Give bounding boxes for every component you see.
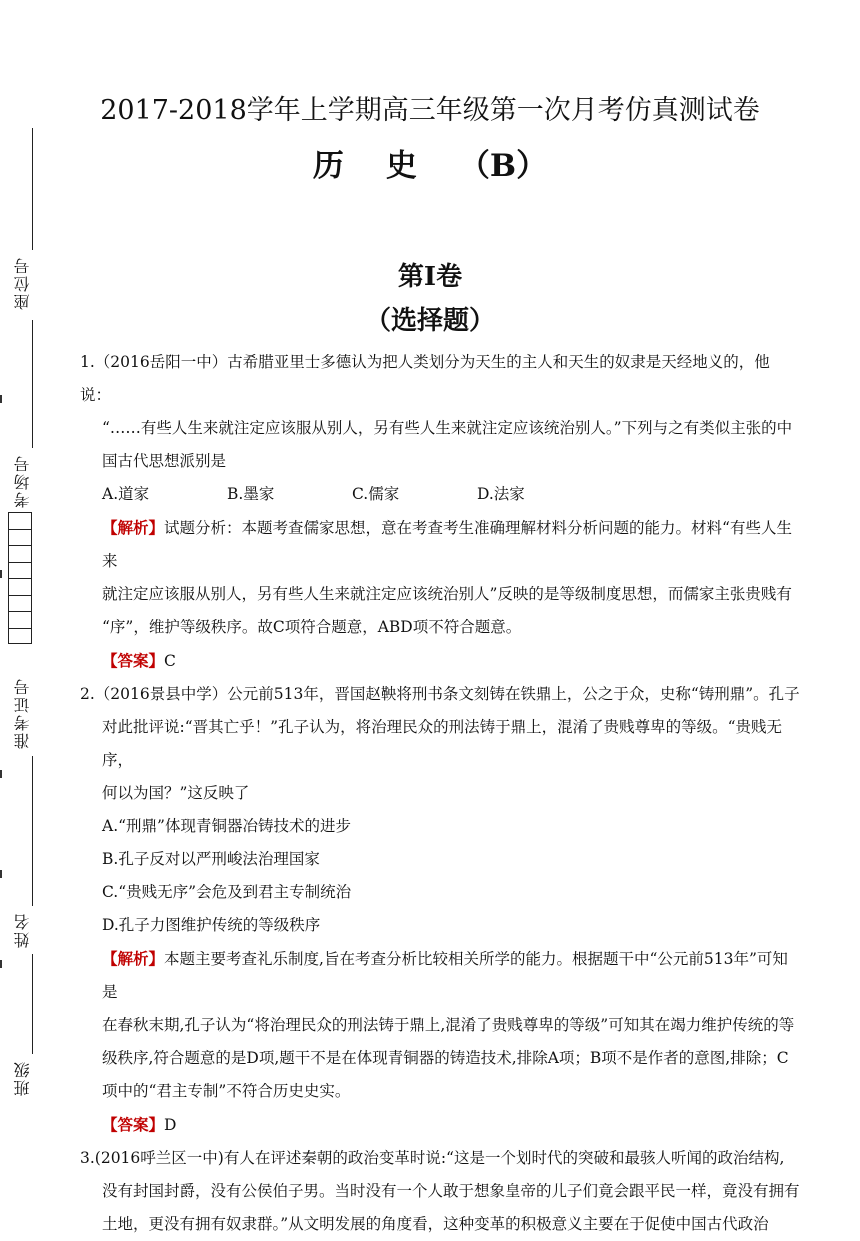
class-label: 班级 [13,1060,32,1096]
binding-mark [0,770,2,778]
question-text-line: 2.（2016景县中学）公元前513年，晋国赵鞅将刑书条文刻铸在铁鼎上，公之于众，史称“铸刑鼎”。孔子 [80,685,800,703]
ticket-label: 准考证号 [13,677,32,749]
question-2 [80,678,800,1142]
question-text-line: 对此批评说:“晋其亡乎！”孔子认为，将治理民众的刑法铸于鼎上，混淆了贵贱尊卑的等级。“贵贱无序， [102,718,782,769]
room-label: 考场号 [13,454,32,508]
analysis-line: 就注定应该服从别人，另有些人生来就注定应该统治别人”反映的是等级制度思想，而儒家主张贵贱有 [102,585,792,603]
option-d: D.孔子力图维护传统的等级秩序 [102,916,321,934]
ticket-line [32,756,33,906]
option-b: B.孔子反对以严刑峻法治理国家 [102,850,320,868]
volume-heading: 第Ⅰ卷 [397,262,463,292]
analysis-line: 在春秋末期,孔子认为“将治理民众的刑法铸于鼎上,混淆了贵贱尊卑的等级”可知其在竭力维护传统的等 [102,1016,795,1034]
binding-mark [0,570,2,578]
answer-line [80,1108,800,1142]
question-text-line: “……有些人生来就注定应该服从别人，另有些人生来就注定应该统治别人。”下列与之有类似主张的中 [102,419,793,437]
question-1 [80,346,800,678]
analysis-line: 【解析】试题分析：本题考查儒家思想，意在考查考生准确理解材料分析问题的能力。材料“有些人生来 [102,518,792,570]
binding-mark [0,960,2,968]
option-d: D.法家 [477,485,525,503]
question-text-line: 没有封国封爵，没有公侯伯子男。当时没有一个人敢于想象皇帝的儿子们竟会跟平民一样，竟没有拥有 [102,1182,800,1200]
binding-mark [0,870,2,878]
option-c: C.儒家 [352,485,400,503]
answer-value: D [164,1116,177,1134]
analysis-tag: 【解析】 [102,518,165,537]
question-text-line: 3.(2016呼兰区一中)有人在评述秦朝的政治变革时说:“这是一个划时代的突破和最骇人听闻的政治结构, [80,1149,785,1167]
subject-char-1: 历 [312,148,344,184]
question-text-line: 1.（2016岳阳一中）古希腊亚里士多德认为把人类划分为天生的主人和天生的奴隶是天经地义的，他说： [80,353,770,404]
option-b: B.墨家 [227,485,275,503]
question-options [80,478,800,511]
question-text-line: 土地，更没有拥有奴隶群。”从文明发展的角度看，这种变革的积极意义主要在于促使中国古代政治 [102,1215,769,1233]
question-3 [80,1142,800,1241]
ticket-number-grid [8,512,32,644]
section-heading: （选择题） [364,306,495,336]
question-list [80,346,800,1241]
room-line [32,320,33,448]
answer-value: C [164,652,176,670]
answer-tag: 【答案】 [102,651,165,670]
analysis-line: “序”，维护等级秩序。故C项符合题意，ABD项不符合题意。 [102,618,522,636]
subject-title [0,140,860,185]
subject-version: （B） [458,148,548,184]
analysis-line: 项中的“君主专制”不符合历史史实。 [102,1082,351,1100]
option-a: A.“刑鼎”体现青铜器冶铸技术的进步 [102,817,351,835]
answer-tag: 【答案】 [102,1115,165,1134]
analysis-line: 【解析】本题主要考查礼乐制度,旨在考查分析比较相关所学的能力。根据题干中“公元前513年”可知是 [102,949,788,1001]
exam-title: 2017-2018学年上学期高三年级第一次月考仿真测试卷 [100,95,760,126]
option-a: A.道家 [102,485,150,503]
analysis-line: 级秩序,符合题意的是D项,题干不是在体现青铜器的铸造技术,排除A项；B项不是作者的意图,排除；C [102,1049,789,1067]
question-text-line: 国古代思想派别是 [102,452,227,470]
option-c: C.“贵贱无序”会危及到君主专制统治 [102,883,352,901]
analysis-tag: 【解析】 [102,949,165,968]
question-text-line: 何以为国？”这反映了 [102,784,250,802]
name-label: 姓名 [13,912,32,948]
subject-char-2: 史 [385,148,417,184]
answer-line [80,644,800,678]
seat-label: 座位号 [13,256,32,310]
name-line [32,954,33,1054]
binding-mark [0,395,2,403]
